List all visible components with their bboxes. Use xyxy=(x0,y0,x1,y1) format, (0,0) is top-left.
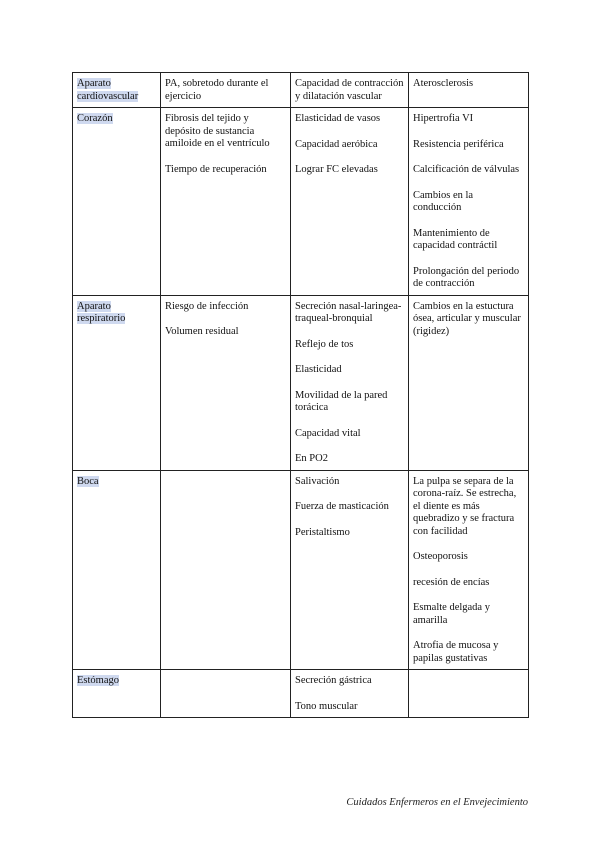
row-label-cell xyxy=(73,295,161,470)
cell-item: Capacidad de contracción y dilatación vascular xyxy=(295,78,404,102)
cell-item: Resistencia periférica xyxy=(413,138,504,150)
cell-item: Prolongación del periodo de contracción xyxy=(413,265,520,289)
cell-item: Elasticidad de vasos xyxy=(295,113,381,124)
table-cell xyxy=(161,73,291,108)
cell-item: Cambios en la estuctura ósea, articular y muscular (rigidez) xyxy=(413,300,521,337)
cell-item: Capacidad vital xyxy=(295,427,361,439)
cell-item: Calcificación de válvulas xyxy=(413,164,520,175)
table-row xyxy=(73,108,529,296)
table-cell xyxy=(291,670,409,718)
cell-item: Movilidad de la pared torácica xyxy=(295,389,388,413)
cell-item: Osteoporosis xyxy=(413,551,468,562)
cell-item: Fibrosis del tejido y depósito de sustancia amiloide en el ventrículo xyxy=(165,113,270,149)
table-cell xyxy=(291,108,409,296)
cell-item: Riesgo de infección xyxy=(165,300,249,312)
table-cell xyxy=(291,295,409,470)
cell-item: Tono muscular xyxy=(295,700,358,712)
table-cell xyxy=(161,470,291,670)
cell-item: Secreción nasal-laringea-traqueal-bronquial xyxy=(295,300,402,324)
row-label: Boca xyxy=(77,475,99,487)
cell-item: Aterosclerosis xyxy=(413,78,474,89)
cell-item: Salivación xyxy=(295,475,340,487)
table-cell xyxy=(409,108,529,296)
cell-item: Hipertrofia VI xyxy=(413,113,474,124)
cell-item: Fuerza de masticación xyxy=(295,501,389,512)
row-label-cell xyxy=(73,108,161,296)
table-cell xyxy=(161,670,291,718)
table-cell xyxy=(291,73,409,108)
table-cell xyxy=(409,470,529,670)
table-cell xyxy=(409,73,529,108)
cell-item: PA, sobretodo durante el ejercicio xyxy=(165,78,269,102)
table-cell xyxy=(409,670,529,718)
cell-item: La pulpa se separa de la corona-raíz. Se estrecha, el diente es más quebradizo y se fractura con facilidad xyxy=(413,475,517,537)
cell-item: En PO2 xyxy=(295,453,328,464)
table-row xyxy=(73,73,529,108)
cell-item: Mantenimiento de capacidad contráctil xyxy=(413,227,498,251)
cell-item: Reflejo de tos xyxy=(295,338,354,350)
cell-item: Atrofia de mucosa y papilas gustativas xyxy=(413,640,499,664)
table-row xyxy=(73,470,529,670)
cell-item: Tiempo de recuperación xyxy=(165,163,267,175)
row-label: Aparato cardiovascular xyxy=(77,78,139,102)
table-cell xyxy=(161,108,291,296)
table-row xyxy=(73,295,529,470)
row-label: Corazón xyxy=(77,113,113,124)
row-label: Aparato respiratorio xyxy=(77,300,126,324)
table-row xyxy=(73,670,529,718)
table-cell xyxy=(161,295,291,470)
cell-item: Capacidad aeróbica xyxy=(295,138,378,150)
cell-item: Cambios en la conducción xyxy=(413,189,474,213)
cell-item: Esmalte delgada y amarilla xyxy=(413,602,490,626)
row-label-cell xyxy=(73,470,161,670)
body-systems-table xyxy=(72,72,529,718)
cell-item: Elasticidad xyxy=(295,364,342,375)
row-label-cell xyxy=(73,73,161,108)
cell-item: recesión de encías xyxy=(413,576,490,588)
row-label: Estómago xyxy=(77,675,119,686)
table-cell xyxy=(291,470,409,670)
row-label-cell xyxy=(73,670,161,718)
page-footer: Cuidados Enfermeros en el Envejecimiento xyxy=(346,797,528,808)
cell-item: Peristaltismo xyxy=(295,526,350,538)
table-cell xyxy=(409,295,529,470)
cell-item: Secreción gástrica xyxy=(295,675,372,686)
cell-item: Lograr FC elevadas xyxy=(295,164,378,175)
cell-item: Volumen residual xyxy=(165,326,239,337)
